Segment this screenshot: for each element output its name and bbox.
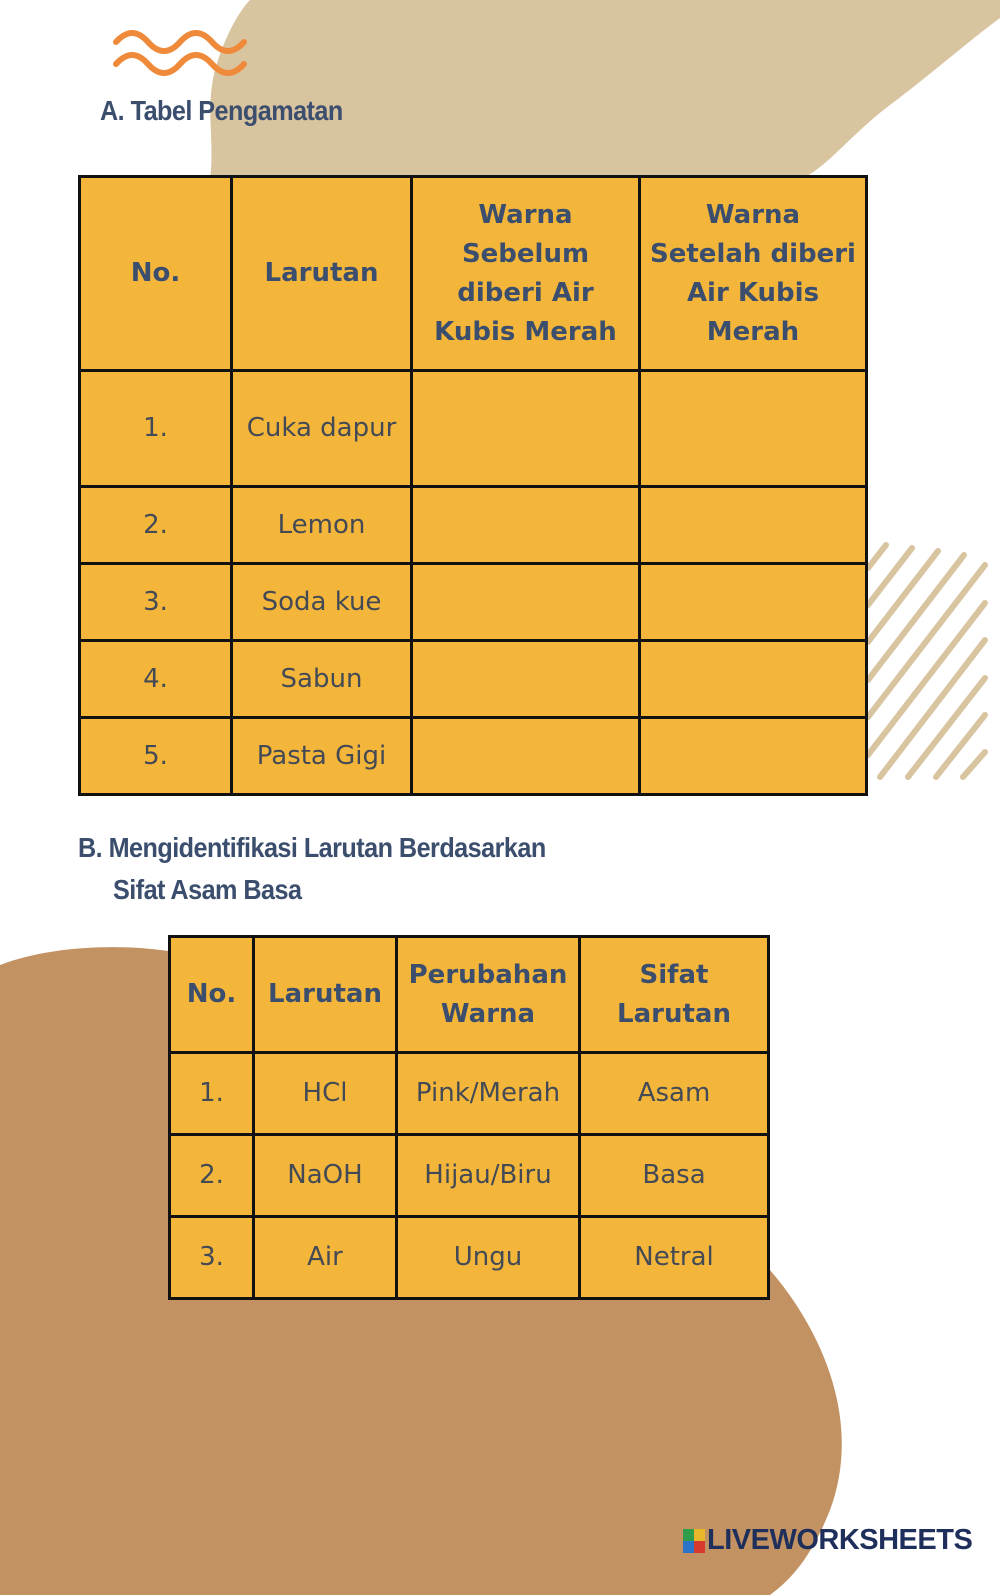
cell-no: 5. [80,718,232,795]
cell-no: 3. [170,1217,254,1299]
cell-larutan: Lemon [232,487,412,564]
cell-no: 2. [170,1135,254,1217]
cell-warna-sebelum[interactable] [412,641,640,718]
cell-larutan: NaOH [254,1135,397,1217]
cell-warna-sebelum[interactable] [412,371,640,487]
table-row [170,1053,769,1135]
header-larutan: Larutan [232,177,412,371]
table-row [80,718,867,795]
section-a-heading: A. Tabel Pengamatan [100,95,343,126]
table-header-row [80,177,867,371]
cell-warna-sebelum[interactable] [412,564,640,641]
logo-text: LIVEWORKSHEETS [707,1524,973,1556]
cell-warna-setelah[interactable] [640,641,867,718]
cell-warna-setelah[interactable] [640,487,867,564]
cell-perubahan-warna: Ungu [397,1217,580,1299]
acid-base-table [168,935,770,1300]
cell-larutan: Soda kue [232,564,412,641]
table-row [170,1135,769,1217]
section-b-heading: B. Mengidentifikasi Larutan Berdasarkan [78,832,546,863]
header-perubahan-warna: Perubahan Warna [397,937,580,1053]
cell-no: 1. [80,371,232,487]
table-row [80,564,867,641]
section-b-subheading: Sifat Asam Basa [113,874,302,905]
beige-blob-shape [210,0,1000,180]
cell-warna-sebelum[interactable] [412,718,640,795]
table-row [80,371,867,487]
table-row [170,1217,769,1299]
cell-warna-setelah[interactable] [640,564,867,641]
cell-warna-sebelum[interactable] [412,487,640,564]
liveworksheets-logo[interactable] [683,1524,972,1557]
cell-larutan: Cuka dapur [232,371,412,487]
cell-warna-setelah[interactable] [640,371,867,487]
cell-no: 4. [80,641,232,718]
cell-warna-setelah[interactable] [640,718,867,795]
cell-no: 1. [170,1053,254,1135]
table-header-row [170,937,769,1053]
header-no: No. [80,177,232,371]
header-warna-sebelum: Warna Sebelum diberi Air Kubis Merah [412,177,640,371]
cell-sifat-larutan: Netral [580,1217,769,1299]
observation-table [78,175,868,796]
cell-no: 3. [80,564,232,641]
header-no: No. [170,937,254,1053]
cell-sifat-larutan: Asam [580,1053,769,1135]
cell-perubahan-warna: Hijau/Biru [397,1135,580,1217]
liveworksheets-logo-icon [683,1529,705,1553]
cell-larutan: HCl [254,1053,397,1135]
cell-no: 2. [80,487,232,564]
table-row [80,487,867,564]
cell-larutan: Sabun [232,641,412,718]
diagonal-stripes-pattern [868,545,985,777]
header-sifat-larutan: Sifat Larutan [580,937,769,1053]
cell-larutan: Air [254,1217,397,1299]
header-warna-setelah: Warna Setelah diberi Air Kubis Merah [640,177,867,371]
cell-perubahan-warna: Pink/Merah [397,1053,580,1135]
table-row [80,641,867,718]
header-larutan: Larutan [254,937,397,1053]
cell-sifat-larutan: Basa [580,1135,769,1217]
cell-larutan: Pasta Gigi [232,718,412,795]
